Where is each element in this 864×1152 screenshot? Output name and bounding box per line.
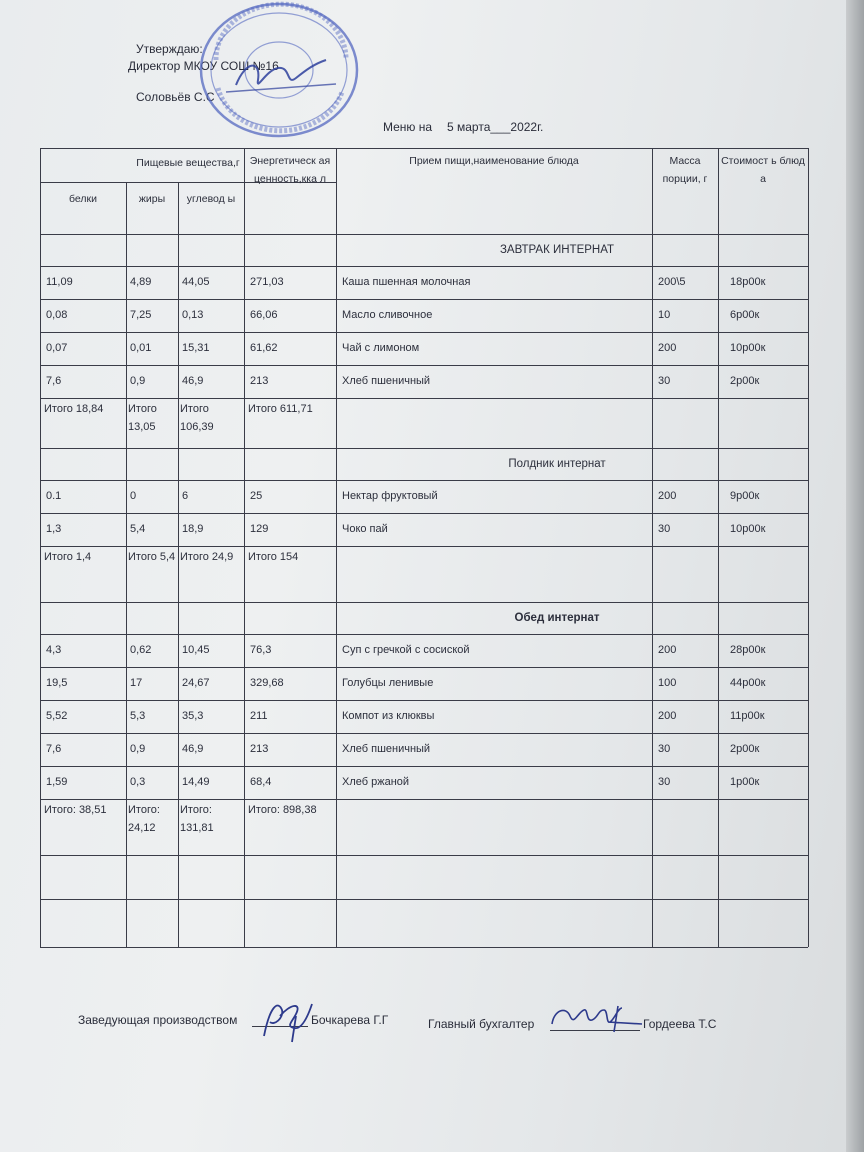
total-carbs: Итого 106,39: [180, 403, 214, 433]
production-manager-label: Заведующая производством: [78, 1013, 238, 1027]
portion-mass: 200: [658, 710, 677, 722]
dish-name: Хлеб пшеничный: [342, 743, 431, 755]
table-column-line: [244, 148, 245, 947]
carbs-value: 44,05: [182, 276, 210, 288]
table-row-line: [40, 602, 808, 603]
fats-value: 5,3: [130, 710, 146, 722]
table-row-line: [40, 513, 808, 514]
proteins-value: 7,6: [46, 375, 62, 387]
header-proteins: белки: [69, 193, 97, 205]
total-proteins: Итого: 38,51: [44, 804, 107, 816]
carbs-value: 46,9: [182, 743, 204, 755]
proteins-value: 5,52: [46, 710, 68, 722]
portion-mass: 30: [658, 523, 671, 535]
proteins-value: 4,3: [46, 644, 62, 656]
fats-value: 17: [130, 677, 143, 689]
portion-mass: 30: [658, 743, 671, 755]
carbs-value: 18,9: [182, 523, 204, 535]
dish-cost: 1р00к: [730, 776, 760, 788]
section-title: ЗАВТРАК ИНТЕРНАТ: [499, 244, 615, 256]
dish-name: Чай с лимоном: [342, 342, 420, 354]
table-row-line: [40, 700, 808, 701]
fats-value: 0,9: [130, 743, 146, 755]
table-column-line: [336, 148, 337, 947]
carbs-value: 6: [182, 490, 189, 502]
page-edge-shadow: [846, 0, 864, 1152]
carbs-value: 14,49: [182, 776, 210, 788]
energy-value: 66,06: [250, 309, 278, 321]
proteins-value: 7,6: [46, 743, 62, 755]
fats-value: 7,25: [130, 309, 152, 321]
dish-name: Хлеб пшеничный: [342, 375, 431, 387]
table-row-line: [40, 234, 808, 235]
dish-cost: 18р00к: [730, 276, 766, 288]
table-row-line: [40, 266, 808, 267]
proteins-value: 0,07: [46, 342, 68, 354]
proteins-value: 19,5: [46, 677, 68, 689]
total-fats: Итого 13,05: [128, 403, 157, 433]
dish-name: Голубцы ленивые: [342, 677, 434, 689]
table-row-line: [40, 398, 808, 399]
chief-accountant-name: Гордеева Т.С: [643, 1017, 717, 1031]
portion-mass: 100: [658, 677, 677, 689]
table-row-line: [40, 766, 808, 767]
total-carbs: Итого: 131,81: [180, 804, 214, 834]
header-meal-name: Прием пищи,наименование блюда: [409, 155, 579, 167]
total-energy: Итого: 898,38: [248, 804, 317, 816]
dish-cost: 6р00к: [730, 309, 760, 321]
table-row-line: [40, 546, 808, 547]
fats-value: 5,4: [130, 523, 146, 535]
total-proteins: Итого 18,84: [44, 403, 104, 415]
carbs-value: 24,67: [182, 677, 210, 689]
fats-value: 0: [130, 490, 137, 502]
production-manager-name: Бочкарева Г.Г: [311, 1013, 389, 1027]
energy-value: 329,68: [250, 677, 284, 689]
fats-value: 0,62: [130, 644, 152, 656]
official-stamp-seal: [196, 0, 362, 140]
energy-value: 213: [250, 743, 269, 755]
table-column-line: [718, 148, 719, 947]
dish-cost: 11р00к: [730, 710, 765, 722]
table-row-line: [40, 634, 808, 635]
dish-cost: 28р00к: [730, 644, 766, 656]
table-column-line: [652, 148, 653, 947]
table-row-line: [40, 332, 808, 333]
dish-name: Чоко пай: [342, 523, 388, 535]
carbs-value: 10,45: [182, 644, 210, 656]
carbs-value: 0,13: [182, 309, 204, 321]
energy-value: 61,62: [250, 342, 278, 354]
energy-value: 68,4: [250, 776, 272, 788]
total-fats: Итого 5,4: [128, 551, 176, 563]
table-row-line: [40, 855, 808, 856]
table-column-line: [126, 182, 127, 947]
approval-line-1: Утверждаю:: [136, 42, 203, 56]
proteins-value: 0,08: [46, 309, 68, 321]
table-row-line: [40, 799, 808, 800]
proteins-value: 1,3: [46, 523, 62, 535]
approval-line-2: Директор МКОУ СОШ №16: [128, 59, 279, 73]
table-column-line: [40, 148, 41, 947]
dish-cost: 2р00к: [730, 375, 760, 387]
portion-mass: 200\5: [658, 276, 686, 288]
chief-accountant-label: Главный бухгалтер: [428, 1017, 535, 1031]
table-top-border: [40, 148, 808, 149]
fats-value: 0,9: [130, 375, 146, 387]
fats-value: 4,89: [130, 276, 152, 288]
total-fats: Итого: 24,12: [128, 804, 160, 834]
header-carbs: углевод ы: [186, 193, 236, 205]
total-energy: Итого 611,71: [248, 403, 313, 415]
table-row-line: [40, 899, 808, 900]
header-fats: жиры: [138, 193, 166, 205]
proteins-value: 11,09: [46, 276, 73, 288]
portion-mass: 10: [658, 309, 671, 321]
header-energy: Энергетическ ая ценность,кка л: [249, 155, 331, 185]
carbs-value: 46,9: [182, 375, 204, 387]
dish-name: Компот из клюквы: [342, 710, 435, 722]
table-row-line: [40, 480, 808, 481]
section-title: Полдник интернат: [508, 458, 606, 470]
portion-mass: 30: [658, 375, 671, 387]
dish-cost: 10р00к: [730, 523, 766, 535]
proteins-value: 0.1: [46, 490, 62, 502]
total-carbs: Итого 24,9: [180, 551, 234, 563]
section-title: Обед интернат: [514, 612, 600, 624]
dish-cost: 10р00к: [730, 342, 766, 354]
table-row-line: [40, 733, 808, 734]
portion-mass: 200: [658, 490, 677, 502]
dish-cost: 9р00к: [730, 490, 760, 502]
portion-mass: 200: [658, 644, 677, 656]
energy-value: 213: [250, 375, 269, 387]
table-column-line: [178, 182, 179, 947]
portion-mass: 30: [658, 776, 671, 788]
fats-value: 0,01: [130, 342, 152, 354]
dish-cost: 44р00к: [730, 677, 766, 689]
dish-name: Масло сливочное: [342, 309, 433, 321]
energy-value: 76,3: [250, 644, 272, 656]
energy-value: 25: [250, 490, 263, 502]
table-row-line: [40, 365, 808, 366]
table-row-line: [40, 448, 808, 449]
total-energy: Итого 154: [248, 551, 299, 563]
proteins-value: 1,59: [46, 776, 68, 788]
dish-name: Хлеб ржаной: [342, 776, 410, 788]
header-portion-mass: Масса порции, г: [662, 155, 708, 185]
fats-value: 0,3: [130, 776, 146, 788]
carbs-value: 15,31: [182, 342, 210, 354]
carbs-value: 35,3: [182, 710, 204, 722]
table-column-line: [808, 148, 809, 947]
menu-title-prefix: Меню на: [383, 120, 433, 134]
total-proteins: Итого 1,4: [44, 551, 92, 563]
dish-name: Каша пшенная молочная: [342, 276, 471, 288]
header-cost: Стоимост ь блюда: [721, 155, 805, 185]
energy-value: 129: [250, 523, 269, 535]
chief-accountant-signature: [548, 1002, 644, 1034]
dish-cost: 2р00к: [730, 743, 760, 755]
table-row-line: [40, 299, 808, 300]
dish-name: Суп с гречкой с сосиской: [342, 644, 470, 656]
menu-date: 5 марта___2022г.: [447, 120, 544, 134]
energy-value: 211: [250, 710, 268, 722]
table-row-line: [40, 667, 808, 668]
approval-line-3: Соловьёв С.С: [136, 90, 215, 104]
table-bottom-border: [40, 947, 808, 948]
header-nutrients: Пищевые вещества,г: [136, 157, 240, 169]
energy-value: 271,03: [250, 276, 284, 288]
production-manager-signature: [256, 996, 318, 1044]
dish-name: Нектар фруктовый: [342, 490, 438, 502]
portion-mass: 200: [658, 342, 677, 354]
